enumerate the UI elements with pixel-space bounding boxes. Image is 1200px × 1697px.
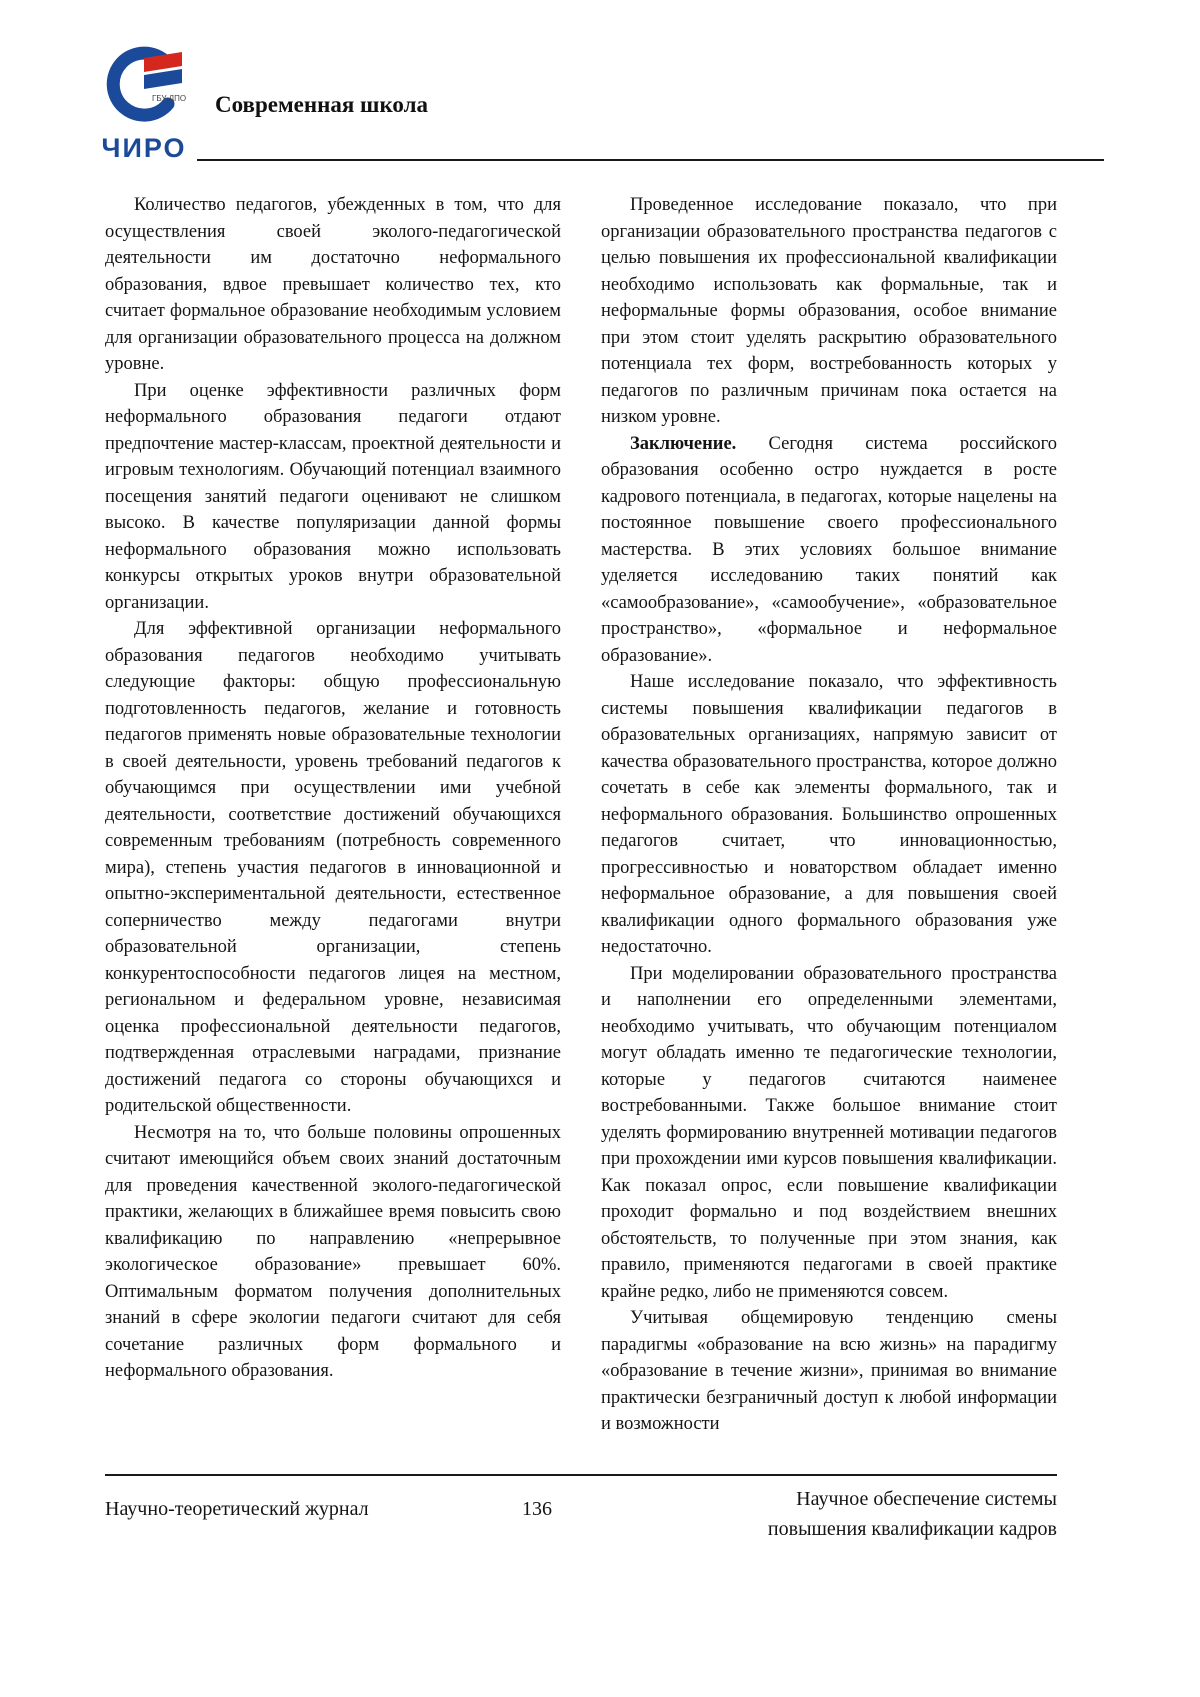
footer-journal-type: Научно-теоретический журнал [105,1498,369,1520]
footer-divider [105,1474,1057,1476]
journal-title: Современная школа [215,92,428,117]
paragraph: Заключение. Сегодня система российского образования особенно остро нуждается в росте кадрового потенциала, в педагогах, которые нацелены на постоянное повышение своего профессионального мастерства. В этих условиях большое внимание уделяется исследованию таких понятий как «самообразование», «самообучение», «образовательное пространство», «формальное и неформальное образование». [601,433,1057,666]
article-body [105,192,1057,1470]
logo-acronym: ЧИРО [101,133,187,163]
column-left [105,192,561,1470]
header-divider [197,159,1104,161]
footer-section-title-line1: Научное обеспечение системы [796,1488,1057,1510]
logo-flag-blue-shape [144,69,182,89]
publisher-logo [92,46,196,164]
paragraph-lead: Заключение. [630,433,769,454]
paragraph: Наше исследование показало, что эффективность системы повышения квалификации педагогов в образовательных организациях, напрямую зависит от качества образовательного пространства, которое должно сочетать в себе как элементы формального, так и неформального образования. Большинство опрошенных педагогов считает, что инновационностью, прогрессивностью и новаторством обладает именно неформальное образование, а для повышения своей квалификации одного формального образования уже недостаточно. [601,672,1057,957]
logo-org-type: ГБУ ДПО [152,94,187,103]
paragraph: Количество педагогов, убежденных в том, что для осуществления своей эколого-педагогической деятельности им достаточно неформального образования, вдвое превышает количество тех, кто считает формальное образование необходимым условием для организации образовательного процесса на должном уровне. [105,195,561,374]
paragraph: Проведенное исследование показало, что при организации образовательного пространства педагогов с целью повышения их профессиональной квалификации необходимо использовать как формальные, так и неформальные формы образования, особое внимание при этом стоит уделять раскрытию образовательного потенциала тех форм, востребованность которых у педагогов по различным причинам пока остается на низком уровне. [601,195,1057,427]
page-number: 136 [522,1498,552,1520]
footer-section-title-line2: повышения квалификации кадров [767,1518,1057,1540]
footer-section-title [768,1484,1057,1544]
logo-emblem-icon [94,46,194,126]
column-right [601,192,1057,1470]
page-footer [105,1482,1057,1548]
paragraph: При моделировании образовательного пространства и наполнении его определенными элементами, необходимо учитывать, что обучающим потенциалом могут обладать именно те педагогические технологии, которые у педагогов считаются наименее востребованными. Также большое внимание стоит уделять формированию внутренней мотивации педагогов при прохождении ими курсов повышения квалификации. Как показал опрос, если повышение квалификации проходит формально и под воздействием внешних обстоятельств, то полученные при этом знания, как правило, применяются педагогами в своей практике крайне редко, либо не применяются совсем. [601,963,1057,1302]
paragraph: При оценке эффективности различных форм неформального образования педагоги отдают предпочтение мастер-классам, проектной деятельности и игровым технологиям. Обучающий потенциал взаимного посещения занятий педагоги оценивают не слишком высоко. В качестве популяризации данной формы неформального образования можно использовать конкурсы открытых уроков внутри образовательной организации. [105,380,561,613]
paragraph: Несмотря на то, что больше половины опрошенных считают имеющийся объем своих знаний достаточным для проведения качественной эколого-педагогической практики, желающих в ближайшее время повысить свою квалификацию по направлению «непрерывное экологическое образование» превышает 60%. Оптимальным форматом получения дополнительных знаний в сфере экологии педагоги считают для себя сочетание различных форм формального и неформального образования. [105,1122,561,1381]
paragraph: Учитывая общемировую тенденцию смены парадигмы «образование на всю жизнь» на парадигму «образование в течение жизни», принимая во внимание практически безграничный доступ к любой информации и возможности [601,1308,1057,1434]
paragraph: Для эффективной организации неформального образования педагогов необходимо учитывать следующие факторы: общую профессиональную подготовленность педагогов, желание и готовность педагогов применять новые образовательные технологии в своей деятельности, уровень требований педагогов к обучающимся при осуществлении ими учебной деятельности, соответствие достижений обучающихся современным требованиям (потребность современного мира), степень участия педагогов в инновационной и опытно-экспериментальной деятельности, естественное соперничество между педагогами внутри образовательной организации, степень конкурентоспособности педагогов лицея на местном, региональном и федеральном уровне, независимая оценка профессиональной деятельности педагогов, подтвержденная отраслевыми наградами, признание достижений педагога со стороны обучающихся и родительской общественности. [105,619,561,1116]
